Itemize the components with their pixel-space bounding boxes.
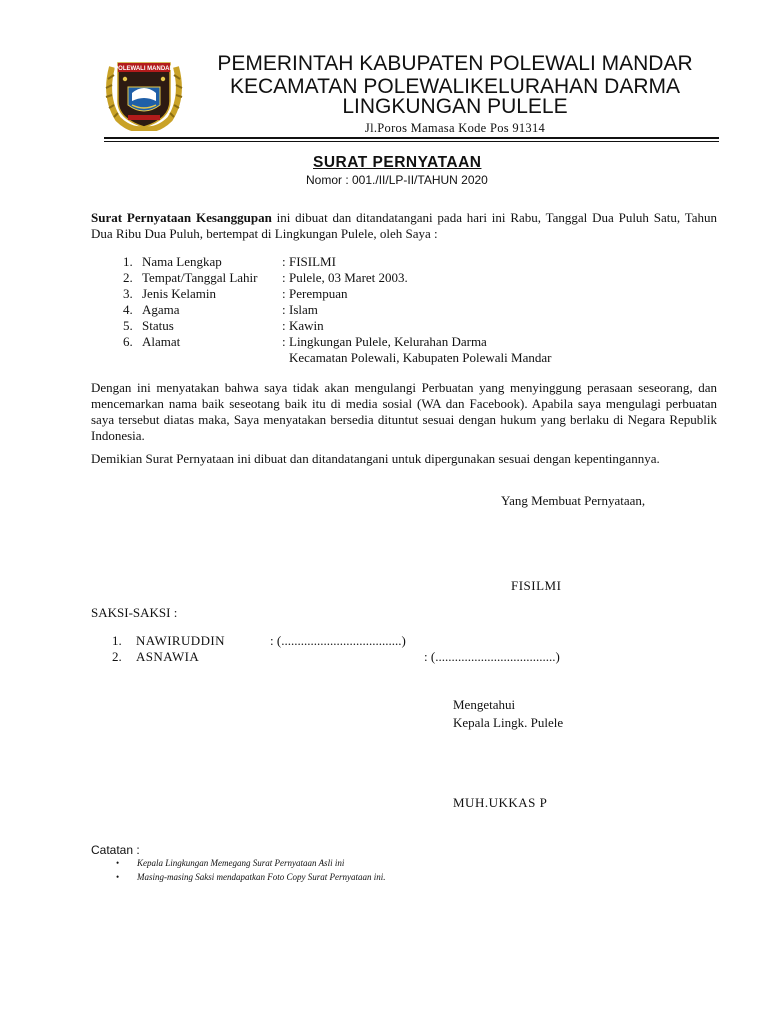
field-number: 2. xyxy=(123,270,133,285)
field-label: Tempat/Tanggal Lahir xyxy=(142,270,258,285)
notes-heading: Catatan : xyxy=(91,843,140,857)
bullet-icon: • xyxy=(116,858,120,868)
witness-signature-line: : (.....................................) xyxy=(270,633,406,648)
field-colon: : xyxy=(282,334,286,349)
header-address: Jl.Poros Mamasa Kode Pos 91314 xyxy=(364,121,546,135)
header-rule-thick xyxy=(104,137,719,139)
witness-name: NAWIRUDDIN xyxy=(136,633,225,648)
field-colon: : xyxy=(282,254,286,269)
note-text: Kepala Lingkungan Memegang Surat Pernyataan Asli ini xyxy=(137,858,345,868)
header-line-2: KECAMATAN POLEWALIKELURAHAN DARMA xyxy=(229,75,681,98)
field-label: Nama Lengkap xyxy=(142,254,222,269)
field-value: Perempuan xyxy=(289,286,348,301)
witness-number: 2. xyxy=(112,649,122,664)
field-value: Islam xyxy=(289,302,318,317)
svg-text:POLEWALI MANDAR: POLEWALI MANDAR xyxy=(114,66,174,72)
field-label: Status xyxy=(142,318,174,333)
witness-name: ASNAWIA xyxy=(136,649,200,664)
document-title: SURAT PERNYATAAN xyxy=(313,154,482,171)
field-number: 6. xyxy=(123,334,133,349)
field-value: Pulele, 03 Maret 2003. xyxy=(289,270,408,285)
field-label: Alamat xyxy=(142,334,181,349)
field-number: 3. xyxy=(123,286,133,301)
approval-title: Kepala Lingk. Pulele xyxy=(453,715,564,730)
document-number: Nomor : 001./II/LP-II/TAHUN 2020 xyxy=(306,173,488,187)
field-colon: : xyxy=(282,286,286,301)
header-rule-thin xyxy=(104,141,719,142)
field-colon: : xyxy=(282,270,286,285)
witnesses-heading: SAKSI-SAKSI : xyxy=(91,605,178,620)
field-value: Lingkungan Pulele, Kelurahan Darma xyxy=(289,334,487,349)
field-label: Jenis Kelamin xyxy=(142,286,217,301)
intro-text: ini dibuat dan ditandatangani pada hari ini Rabu, Tanggal Dua Puluh Satu, Tahun Dua Ribu Dua Puluh, bertempat di Lingkungan Pulele, oleh Saya : xyxy=(91,210,717,241)
statement-paragraph: Dengan ini menyatakan bahwa saya tidak akan mengulangi Perbuatan yang menyinggung perasaan seseorang, dan mencemarkan nama baik seseotang baik itu di media sosial (WA dan Facebook). Apabila saya mengulagi perbuatan saya tersebut diatas maka, Saya menyatakan bersedia dituntut sesuai dengan hukum yang berlaku di Negara Republik Indonesia. xyxy=(91,380,717,443)
field-number: 1. xyxy=(123,254,133,269)
approval-label: Mengetahui xyxy=(453,697,516,712)
field-label: Agama xyxy=(142,302,180,317)
field-colon: : xyxy=(282,318,286,333)
bullet-icon: • xyxy=(116,872,120,882)
signer-name: FISILMI xyxy=(511,578,562,593)
field-value: FISILMI xyxy=(289,254,336,269)
polewali-mandar-emblem-logo xyxy=(104,57,184,131)
note-text: Masing-masing Saksi mendapatkan Foto Copy Surat Pernyataan ini. xyxy=(137,872,386,882)
witness-number: 1. xyxy=(112,633,122,648)
field-colon: : xyxy=(282,302,286,317)
header-line-1: PEMERINTAH KABUPATEN POLEWALI MANDAR xyxy=(217,52,693,75)
field-value: Kawin xyxy=(289,318,324,333)
intro-paragraph xyxy=(91,210,717,242)
header-line-3: LINGKUNGAN PULELE xyxy=(342,95,568,118)
closing-paragraph: Demikian Surat Pernyataan ini dibuat dan ditandatangani untuk dipergunakan sesuai dengan kepentingannya. xyxy=(91,451,660,466)
approval-name: MUH.UKKAS P xyxy=(453,795,548,810)
field-number: 5. xyxy=(123,318,133,333)
signer-label: Yang Membuat Pernyataan, xyxy=(501,493,646,508)
witness-signature-line: : (.....................................) xyxy=(424,649,560,664)
address-line-2: Kecamatan Polewali, Kabupaten Polewali Mandar xyxy=(289,350,552,365)
field-number: 4. xyxy=(123,302,133,317)
intro-bold: Surat Pernyataan Kesanggupan xyxy=(91,210,272,225)
